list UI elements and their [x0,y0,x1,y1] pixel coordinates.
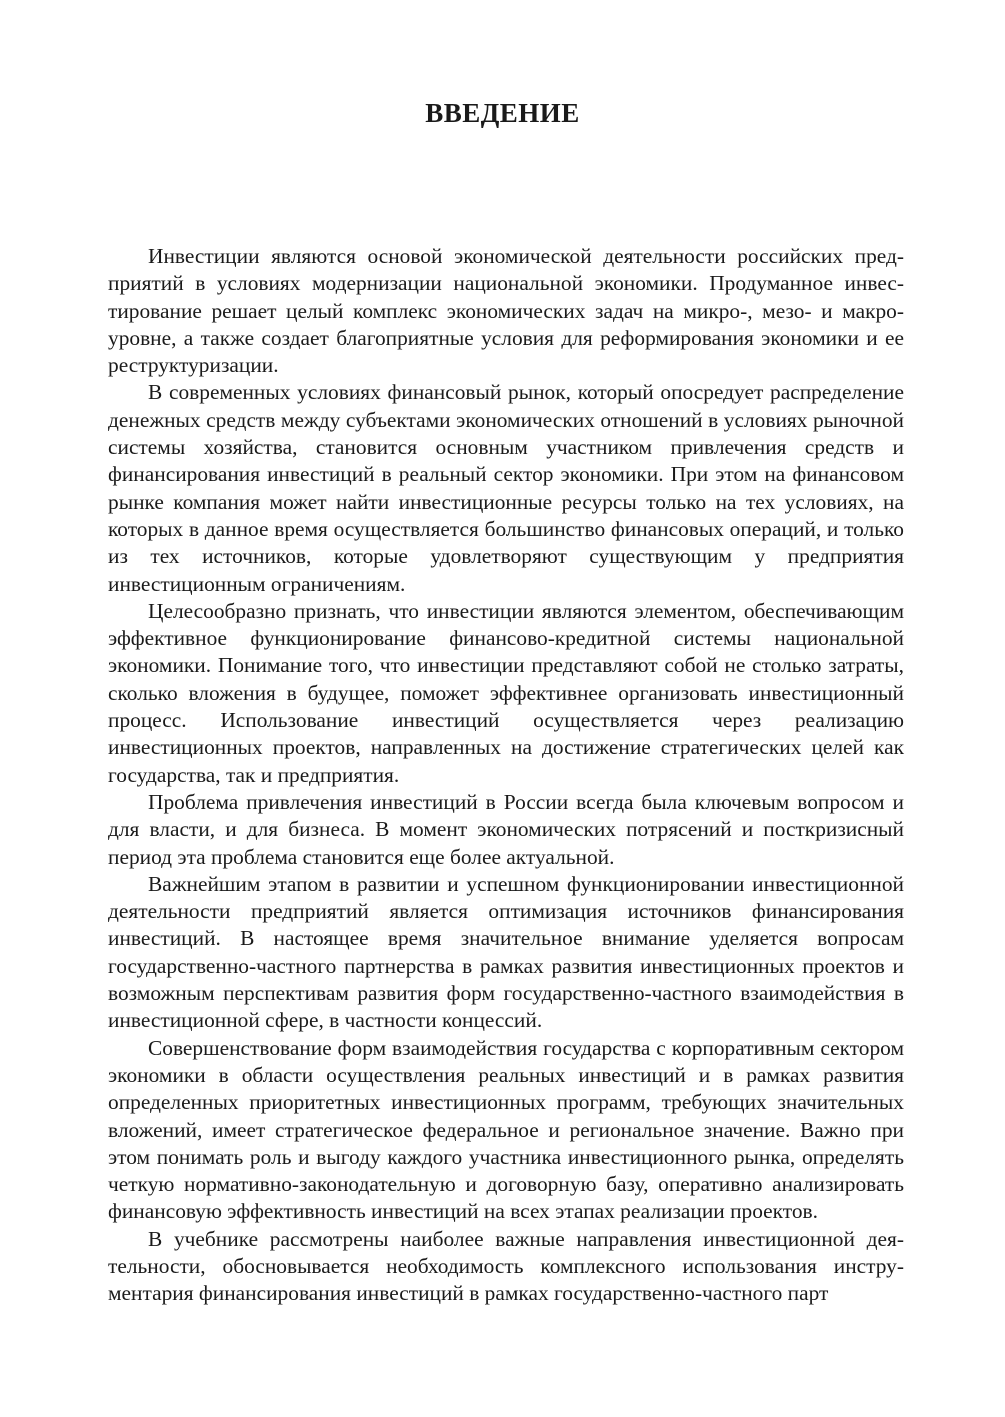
paragraph-3: Целесообразно признать, что инвестиции являются элементом, обеспечивающим эффективное функционирование финансово-кредитной системы национальной экономики. Понимание того, что инвестиции представляют собой не столько затраты, сколько вложения в будущее, поможет эффективнее организовать инвестиционный процесс. Использование инвестиций осуществляется через реализацию инвестиционных проектов, направленных на достижение стратегических целей как государства, так и предприятия. [108,598,904,787]
paragraph-5: Важнейшим этапом в развитии и успешном функционировании инвестиционной деятельности предприятий является оптимизация источников финансирования инвестиций. В настоящее время значительное внимание уделяется вопросам государственно-частного партнерства в рамках развития инвестиционных проектов и возможным перспективам развития форм государственно-частного взаимодействия в инвестиционной сфере, в частности концессий. [108,871,904,1033]
paragraph-6: Совершенствование форм взаимодействия государства с корпоративным сектором экономики в области осуществления реальных инвестиций и в рамках развития определенных приоритетных инвестиционных программ, требующих значительных вложений, имеет стратегическое федеральное и региональное значение. Важно при этом понимать роль и выгоду каждого участника инвестиционного рынка, определять четкую нормативно-законодательную и договорную базу, оперативно анализировать финансовую эффективность инвестиций на всех этапах реализации проектов. [108,1035,904,1224]
body-text [108,243,904,1308]
page-title: ВВЕДЕНИЕ [425,98,580,128]
paragraph-7: В учебнике рассмотрены наиболее важные направления инвестиционной деятельности, обосновывается необходимость комплексного использования инструментария финансирования инвестиций в рамках государственно-частного парт [108,1226,904,1306]
paragraph-4: Проблема привлечения инвестиций в России всегда была ключевым вопросом и для власти, и для бизнеса. В момент экономических потрясений и посткризисный период эта проблема становится еще более актуальной. [108,789,904,869]
paragraph-2: В современных условиях финансовый рынок, который опосредует распределение денежных средств между субъектами экономических отношений в условиях рыночной системы хозяйства, становится основным участником привлечения средств и финансирования инвестиций в реальный сектор экономики. При этом на финансовом рынке компания может найти инвестиционные ресурсы только на тех условиях, на которых в данное время осуществляется большинство финансовых операций, и только из тех источников, которые удовлетворяют существующим у предприятия инвестиционным ограничениям. [108,380,904,596]
paragraph-1: Инвестиции являются основой экономической деятельности российских предприятий в условиях модернизации национальной экономики. Продуманное инвестирование решает целый комплекс экономических задач на микро-, мезо- и макроуровне, а также создает благоприятные условия для реформирования экономики и ее реструктуризации. [108,244,904,378]
